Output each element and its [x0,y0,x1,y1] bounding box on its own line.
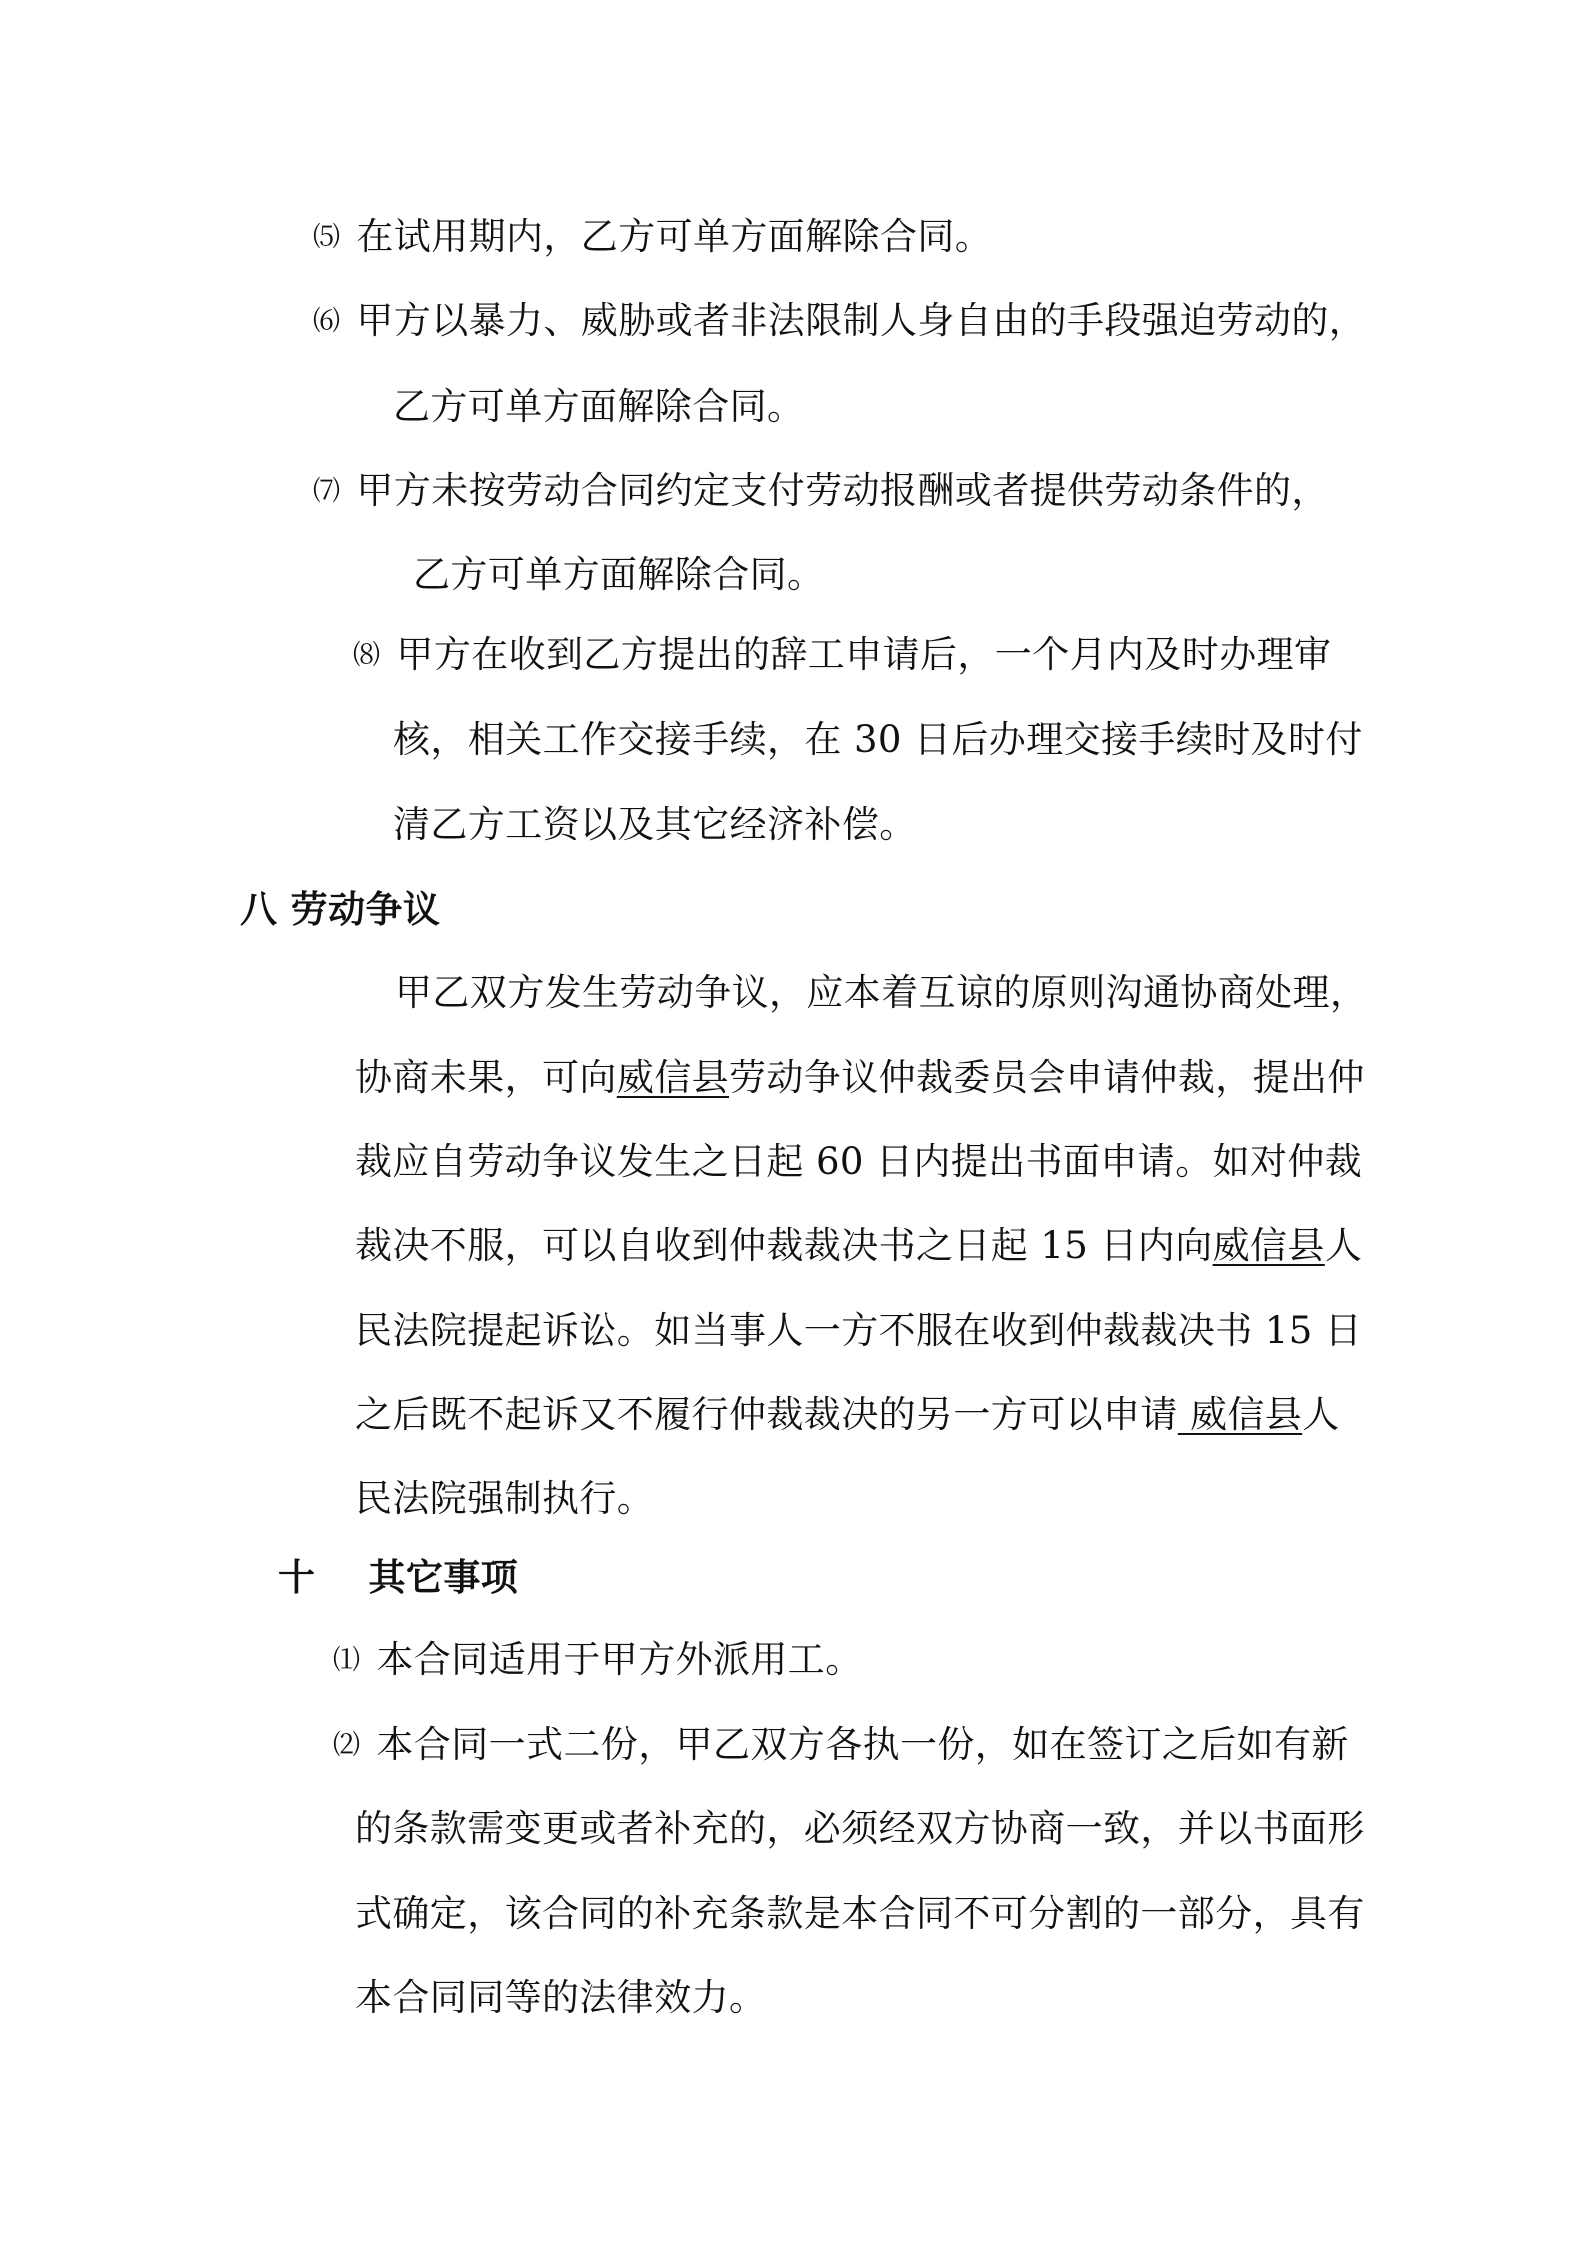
other-item-2-line-3: 式确定，该合同的补充条款是本合同不可分割的一部分，具有 [355,1892,1365,1935]
text-fragment: 人 [1302,1393,1340,1436]
item-number: ⑺ [313,476,341,507]
section-heading-labor-dispute: 八 劳动争议 [240,887,441,931]
text-fragment: 协商未果，可向 [355,1056,617,1099]
text-fragment: 之后既不起诉又不履行仲裁裁决的另一方可以申请 [355,1393,1178,1436]
other-item-2-line-1 [333,1721,1349,1773]
county-name: 威信县 [1212,1224,1325,1267]
item-text: 甲方未按劳动合同约定支付劳动报酬或者提供劳动条件的， [356,469,1329,512]
item-5 [313,213,992,265]
item-8-line-3: 清乙方工资以及其它经济补偿。 [393,803,917,846]
dispute-line-7: 民法院强制执行。 [355,1477,655,1520]
item-8-line-1 [353,631,1331,683]
item-6-line-1 [313,297,1366,349]
item-text: 甲方在收到乙方提出的辞工申请后，一个月内及时办理审 [396,633,1332,676]
item-number: ⑸ [313,222,341,253]
dispute-line-6 [355,1391,1340,1439]
item-text: 本合同适用于甲方外派用工。 [376,1638,863,1681]
section-heading-other-matters: 十 其它事项 [278,1555,519,1599]
text-fragment: 人 [1324,1224,1363,1267]
item-6-line-2: 乙方可单方面解除合同。 [393,385,805,428]
county-name: 威信县 [616,1056,730,1099]
item-number: ⑹ [313,306,341,337]
dispute-line-4 [355,1222,1362,1270]
dispute-line-3: 裁应自劳动争议发生之日起 60 日内提出书面申请。如对仲裁 [355,1140,1363,1183]
item-number: ⑻ [353,640,381,671]
dispute-line-2 [355,1054,1365,1102]
item-7-line-2: 乙方可单方面解除合同。 [413,553,825,596]
text-fragment: 裁决不服，可以自收到仲裁裁决书之日起 15 日内向 [355,1224,1213,1267]
item-text: 本合同一式二份，甲乙双方各执一份，如在签订之后如有新 [376,1723,1349,1766]
item-number: ⑵ [333,1730,361,1761]
item-7-line-1 [313,467,1329,519]
item-text: 甲方以暴力、威胁或者非法限制人身自由的手段强迫劳动的， [356,299,1367,342]
dispute-line-5: 民法院提起诉讼。如当事人一方不服在收到仲裁裁决书 15 日 [355,1309,1363,1352]
county-name: 威信县 [1177,1393,1303,1436]
other-item-2-line-2: 的条款需变更或者补充的，必须经双方协商一致，并以书面形 [355,1807,1365,1850]
item-text: 在试用期内，乙方可单方面解除合同。 [356,215,993,258]
other-item-1 [333,1636,863,1688]
item-8-line-2: 核，相关工作交接手续，在 30 日后办理交接手续时及时付 [393,718,1363,761]
other-item-2-line-4: 本合同同等的法律效力。 [355,1976,767,2019]
item-number: ⑴ [333,1645,361,1676]
dispute-line-1: 甲乙双方发生劳动争议，应本着互谅的原则沟通协商处理， [395,971,1368,1014]
text-fragment: 劳动争议仲裁委员会申请仲裁，提出仲 [729,1056,1365,1099]
